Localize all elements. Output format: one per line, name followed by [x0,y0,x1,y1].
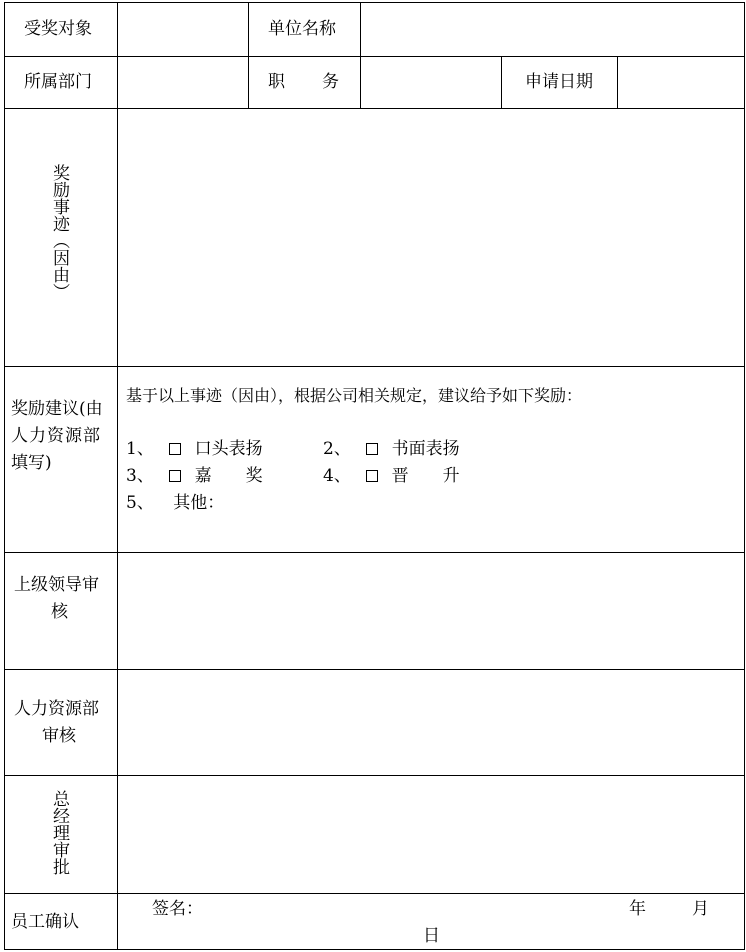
suggestion-label-line3: 填写) [11,453,52,473]
option-oral-praise[interactable] [126,441,263,458]
award-recipient-field[interactable] [118,3,248,56]
suggestion-label-line2: 人力资源部 [11,426,101,446]
signature-field[interactable] [200,895,620,919]
option-other-label: 其他： [173,493,225,513]
option-label: 晋 升 [391,466,460,486]
option-label: 书面表扬 [391,439,460,459]
option-number: 1、 [126,439,154,459]
table-row-divider [4,366,745,367]
hr-review-label-line2: 审核 [42,726,76,746]
suggestion-label-line1: 奖励建议(由 [11,399,103,419]
checkbox-icon[interactable] [169,470,181,482]
option-number: 3、 [126,466,154,486]
option-number: 4、 [323,466,351,486]
option-label: 口头表扬 [194,439,263,459]
superior-review-label-line2: 核 [51,602,68,622]
unit-name-label: 单位名称 [268,19,336,39]
date-month-label: 月 [692,899,709,919]
date-day-label: 日 [423,926,440,946]
employee-confirm-label: 员工确认 [11,912,79,932]
option-number: 2、 [323,439,351,459]
option-other[interactable] [126,495,224,512]
gm-approval-label: 总经理审批 [49,790,69,875]
signature-label: 签名： [152,899,203,919]
option-promotion[interactable] [323,468,460,485]
superior-review-label-line1: 上级领导审 [14,575,99,595]
position-field[interactable] [361,57,501,108]
position-label-second-char: 务 [322,72,339,92]
superior-review-field[interactable] [118,553,744,669]
deeds-content-field[interactable] [118,109,744,366]
table-column-divider [248,2,249,109]
checkbox-icon[interactable] [366,443,378,455]
checkbox-icon[interactable] [169,443,181,455]
unit-name-field[interactable] [361,3,744,56]
checkbox-icon[interactable] [366,470,378,482]
table-border-bottom [4,949,745,950]
hr-review-label-line1: 人力资源部 [14,699,99,719]
apply-date-field[interactable] [618,57,744,108]
table-border-left [4,2,5,950]
option-label: 嘉 奖 [194,466,263,486]
option-number: 5、 [126,493,154,513]
table-row-divider [4,893,745,894]
hr-review-field[interactable] [118,670,744,775]
gm-approval-field[interactable] [118,776,744,893]
department-label: 所属部门 [24,72,92,92]
apply-date-label: 申请日期 [525,72,593,92]
position-label-first-char: 职 [268,72,285,92]
deeds-label: 奖励事迹（因由） [49,164,69,300]
department-field[interactable] [118,57,248,108]
option-written-praise[interactable] [323,441,460,458]
table-border-right [744,2,745,950]
option-commendation[interactable] [126,468,263,485]
date-year-label: 年 [629,899,646,919]
suggestion-intro-text: 基于以上事迹（因由），根据公司相关规定，建议给予如下奖励： [126,386,583,405]
table-column-divider [501,56,502,109]
award-recipient-label: 受奖对象 [24,19,92,39]
